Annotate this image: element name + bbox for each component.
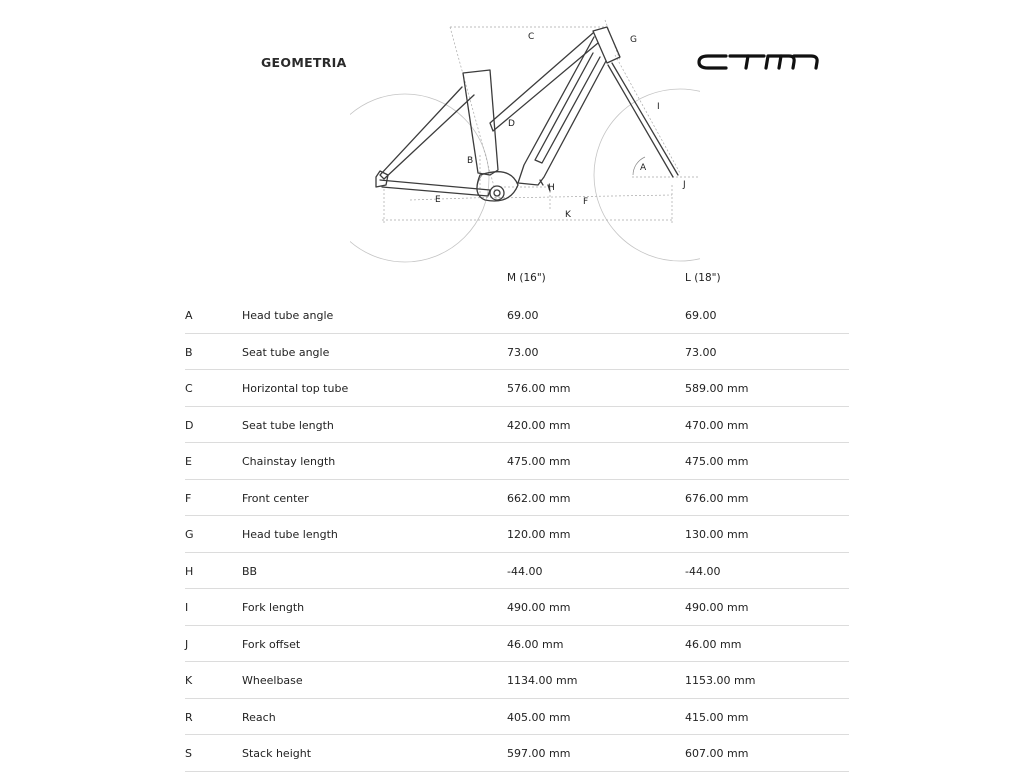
row-value-m: 120.00 mm [507, 528, 571, 541]
column-header-l: L (18") [685, 272, 721, 284]
row-code: R [185, 710, 193, 724]
table-row [185, 334, 849, 371]
row-value-m: 576.00 mm [507, 382, 571, 395]
table-row [185, 407, 849, 444]
row-name: Fork offset [242, 637, 301, 651]
ctm-logo [696, 52, 822, 72]
row-code: D [185, 418, 194, 432]
row-value-l: 470.00 mm [685, 418, 749, 432]
row-code: H [185, 564, 194, 578]
row-code: K [185, 674, 193, 687]
row-value-l: 1153.00 mm [685, 674, 756, 687]
row-value-l: 73.00 [685, 345, 717, 359]
row-value-l: 676.00 mm [685, 491, 749, 505]
row-value-m: -44.00 [507, 564, 543, 578]
row-code: B [185, 345, 193, 359]
table-row [185, 553, 849, 590]
row-value-m: 490.00 mm [507, 601, 571, 614]
row-name: Seat tube angle [242, 345, 330, 359]
row-value-m: 597.00 mm [507, 747, 571, 760]
dim-label-e: E [435, 195, 441, 205]
row-value-l: 475.00 mm [685, 455, 749, 468]
front-wheel [594, 89, 700, 261]
row-value-l: 46.00 mm [685, 637, 742, 651]
row-code: S [185, 747, 192, 760]
table-row [185, 480, 849, 517]
row-value-m: 405.00 mm [507, 710, 571, 724]
row-value-l: 607.00 mm [685, 747, 749, 760]
row-code: C [185, 382, 193, 395]
row-value-l: 589.00 mm [685, 382, 749, 395]
table-row [185, 699, 849, 736]
row-code: A [185, 309, 193, 322]
dim-label-h: H [548, 183, 555, 193]
row-value-l: -44.00 [685, 564, 721, 578]
row-value-l: 490.00 mm [685, 601, 749, 614]
row-value-m: 662.00 mm [507, 491, 571, 505]
row-code: I [185, 601, 189, 614]
table-row [185, 735, 849, 772]
table-row [185, 626, 849, 663]
dim-label-f: F [583, 197, 589, 207]
dim-label-b: B [467, 156, 474, 166]
row-value-l: 415.00 mm [685, 710, 749, 724]
dim-label-g: G [630, 35, 637, 45]
row-name: Fork length [242, 601, 305, 614]
dim-label-k: K [565, 210, 571, 220]
row-name: Stack height [242, 747, 312, 760]
row-name: Seat tube length [242, 418, 334, 432]
row-value-m: 73.00 [507, 345, 539, 359]
page-title: GEOMETRIA [261, 55, 347, 70]
row-value-m: 420.00 mm [507, 418, 571, 432]
row-code: G [185, 528, 194, 541]
row-name: BB [242, 564, 258, 578]
dim-label-a: A [640, 163, 647, 173]
dim-label-j: J [683, 180, 686, 190]
row-value-l: 69.00 [685, 309, 717, 322]
geometry-table [185, 297, 849, 772]
row-name: Front center [242, 491, 309, 505]
row-value-l: 130.00 mm [685, 528, 749, 541]
table-row [185, 662, 849, 699]
rear-wheel [350, 94, 489, 262]
row-name: Head tube angle [242, 309, 334, 322]
dim-label-d: D [508, 119, 515, 129]
row-code: F [185, 491, 192, 505]
table-row [185, 589, 849, 626]
row-code: E [185, 455, 192, 468]
dim-label-i: I [657, 102, 660, 112]
row-name: Head tube length [242, 528, 338, 541]
bike-geometry-diagram [350, 15, 700, 265]
row-name: Reach [242, 710, 276, 724]
row-value-m: 69.00 [507, 309, 539, 322]
row-value-m: 475.00 mm [507, 455, 571, 468]
table-row [185, 370, 849, 407]
row-value-m: 1134.00 mm [507, 674, 578, 687]
row-name: Chainstay length [242, 455, 336, 468]
row-name: Wheelbase [242, 674, 303, 687]
table-row [185, 443, 849, 480]
row-name: Horizontal top tube [242, 382, 349, 395]
dim-label-c: C [528, 32, 535, 42]
row-value-m: 46.00 mm [507, 637, 564, 651]
column-header-m: M (16") [507, 272, 546, 284]
table-row [185, 297, 849, 334]
table-row [185, 516, 849, 553]
row-code: J [185, 637, 189, 651]
